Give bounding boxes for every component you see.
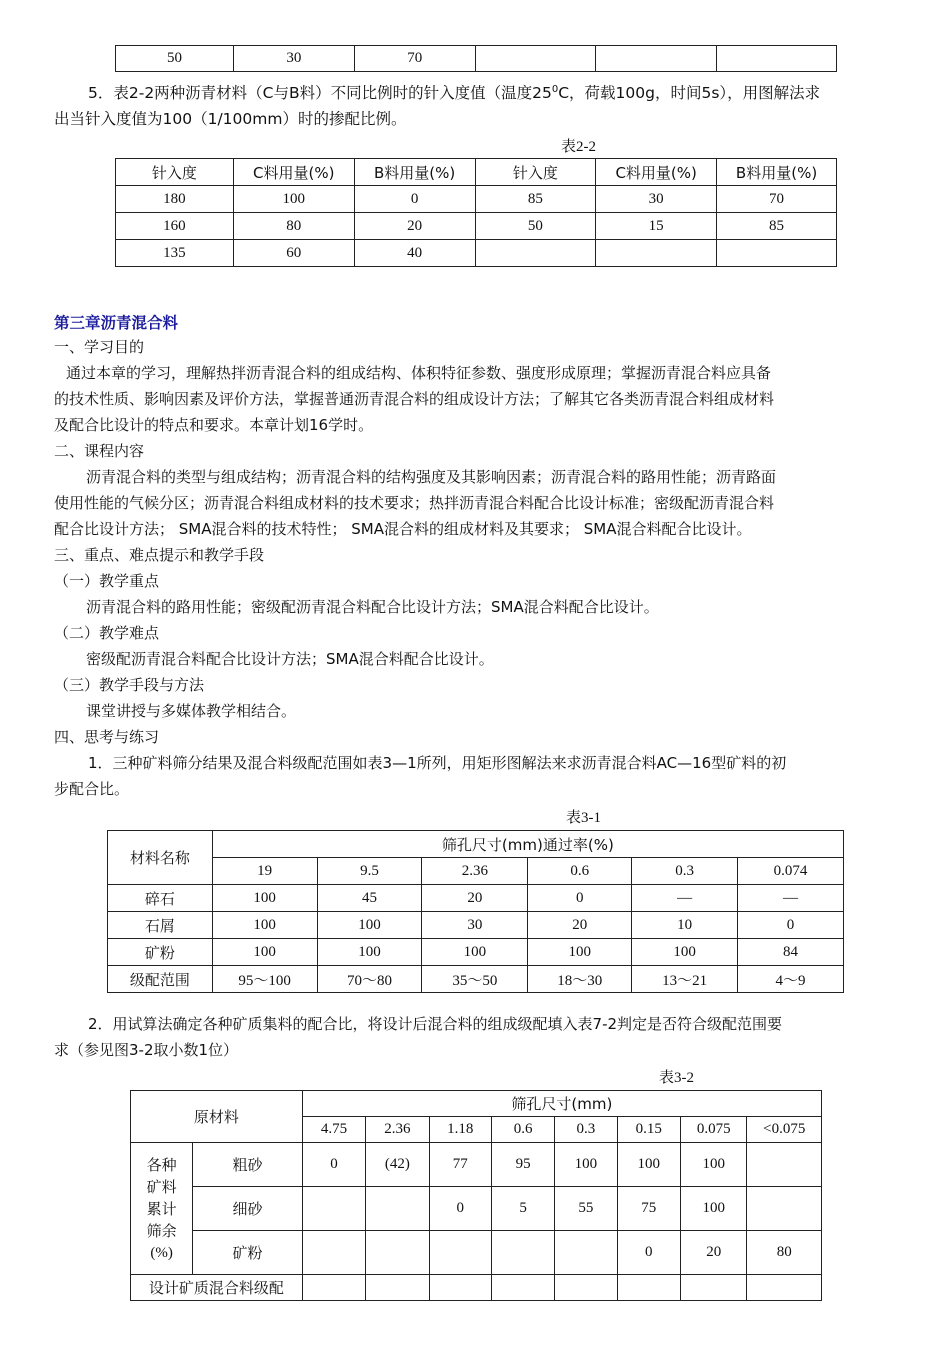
column-header: C料用量(%) <box>596 159 717 186</box>
row-group-label-line: 累计 <box>146 1199 177 1218</box>
row-group-label-line: 各种 <box>146 1155 177 1174</box>
paragraph-line: 使用性能的气候分区；沥青混合料组成材料的技术要求；热拌沥青混合料配合比设计标准；密级配沥青混合料 <box>54 494 775 512</box>
column-header: 1.18 <box>429 1117 491 1143</box>
table-cell: 100 <box>555 1143 617 1187</box>
table-cell: 60 <box>233 240 354 267</box>
question-5-line1 <box>88 81 820 103</box>
table-cell: 5 <box>491 1187 554 1231</box>
column-header: 材料名称 <box>108 831 213 885</box>
row-group-label-line: 筛余 <box>146 1221 177 1240</box>
table-row <box>116 213 837 240</box>
section-heading: 二、课程内容 <box>54 442 145 460</box>
table-cell: 80 <box>747 1231 822 1275</box>
column-group-header: 筛孔尺寸(mm)通过率(%) <box>212 831 843 858</box>
table-cell: — <box>737 885 843 912</box>
table-cell: 100 <box>617 1143 680 1187</box>
table-cell: 80 <box>233 213 354 240</box>
table-row <box>116 186 837 213</box>
table-cell <box>555 1275 617 1301</box>
paragraph-line: 沥青混合料的路用性能；密级配沥青混合料配合比设计方法；SMA混合料配合比设计。 <box>86 598 659 616</box>
table-row <box>131 1187 822 1231</box>
table-cell <box>617 1275 680 1301</box>
table-cell <box>747 1187 822 1231</box>
table-caption: 表3-1 <box>566 810 601 826</box>
table-cell <box>717 46 837 72</box>
column-header: B料用量(%) <box>354 159 475 186</box>
table-cell: 30 <box>233 46 354 72</box>
column-header: <0.075 <box>747 1117 822 1143</box>
paragraph-line: 求（参见图3-2取小数1位） <box>54 1041 239 1059</box>
row-header: 矿粉 <box>193 1231 302 1275</box>
table-cell: 95～100 <box>212 966 317 993</box>
table-cell: 18～30 <box>528 966 632 993</box>
table-cell <box>366 1187 429 1231</box>
table-cell: 100 <box>317 939 422 966</box>
table-header-row <box>116 159 837 186</box>
superscript: 0 <box>551 83 559 95</box>
table-cell: 35～50 <box>422 966 528 993</box>
column-header: 4.75 <box>302 1117 365 1143</box>
table-cell: 100 <box>422 939 528 966</box>
paragraph-line: 通过本章的学习，理解热拌沥青混合料的组成结构、体积特征参数、强度形成原理；掌握沥青混合料应具备 <box>66 364 772 382</box>
table-cell: 100 <box>632 939 738 966</box>
table-cell: (42) <box>366 1143 429 1187</box>
table-cell: 100 <box>680 1143 746 1187</box>
table-cell: 40 <box>354 240 475 267</box>
column-header: 针入度 <box>116 159 234 186</box>
column-header: 0.6 <box>528 858 632 885</box>
table-cell: — <box>632 885 738 912</box>
table-cell: 15 <box>596 213 717 240</box>
table-cell <box>596 240 717 267</box>
table-cell: 77 <box>429 1143 491 1187</box>
table-cell: 45 <box>317 885 422 912</box>
table-cell: 160 <box>116 213 234 240</box>
table-cell <box>302 1231 365 1275</box>
table-cell: 20 <box>528 912 632 939</box>
column-header: 0.3 <box>632 858 738 885</box>
table-cell: 84 <box>737 939 843 966</box>
subsection-heading: （一）教学重点 <box>54 572 160 590</box>
table-cell <box>491 1275 554 1301</box>
table-cell <box>475 46 596 72</box>
table-cell <box>491 1231 554 1275</box>
table-cell <box>429 1275 491 1301</box>
column-header: 0.074 <box>737 858 843 885</box>
table-row <box>131 1275 822 1301</box>
table-3-2 <box>130 1090 822 1301</box>
column-header: 2.36 <box>366 1117 429 1143</box>
row-header: 级配范围 <box>108 966 213 993</box>
table-cell: 4～9 <box>737 966 843 993</box>
table-cell: 70 <box>717 186 837 213</box>
table-row <box>108 885 844 912</box>
column-group-header: 筛孔尺寸(mm) <box>302 1091 821 1117</box>
row-group-label <box>131 1143 193 1275</box>
table-cell: 100 <box>212 885 317 912</box>
table-header-row <box>108 831 844 858</box>
table-row <box>116 46 837 72</box>
paragraph-line: 及配合比设计的特点和要求。本章计划16学时。 <box>54 416 374 434</box>
table-cell: 70 <box>354 46 475 72</box>
table-cell: 0 <box>354 186 475 213</box>
table-3-1 <box>107 830 844 993</box>
table-caption: 表2-2 <box>561 139 596 155</box>
question-text: 5．表2-2两种沥青材料（C与B料）不同比例时的针入度值（温度25 <box>88 84 552 102</box>
question-text: C，荷载100g，时间5s），用图解法求 <box>558 84 821 102</box>
table-cell: 20 <box>680 1231 746 1275</box>
table-cell: 95 <box>491 1143 554 1187</box>
paragraph-line: 课堂讲授与多媒体教学相结合。 <box>86 702 297 720</box>
table-cell: 10 <box>632 912 738 939</box>
table-cell <box>429 1231 491 1275</box>
table-cell: 180 <box>116 186 234 213</box>
paragraph-line: 1．三种矿料筛分结果及混合料级配范围如表3—1所列，用矩形图解法来求沥青混合料AC—16型矿料的初 <box>88 754 787 772</box>
table-cell <box>555 1231 617 1275</box>
paragraph-line: 密级配沥青混合料配合比设计方法；SMA混合料配合比设计。 <box>86 650 494 668</box>
table-cell: 100 <box>680 1187 746 1231</box>
paragraph-line: 的技术性质、影响因素及评价方法，掌握普通沥青混合料的组成设计方法；了解其它各类沥青混合料组成材料 <box>54 390 775 408</box>
table-cell: 85 <box>717 213 837 240</box>
table-row <box>108 912 844 939</box>
column-header: B料用量(%) <box>717 159 837 186</box>
column-header: 19 <box>212 858 317 885</box>
subsection-heading: （二）教学难点 <box>54 624 160 642</box>
paragraph-line: 步配合比。 <box>54 780 130 798</box>
table-row <box>116 240 837 267</box>
column-header: 2.36 <box>422 858 528 885</box>
row-header: 粗砂 <box>193 1143 302 1187</box>
table-cell: 13～21 <box>632 966 738 993</box>
column-header: C料用量(%) <box>233 159 354 186</box>
table-cell: 135 <box>116 240 234 267</box>
table-cell <box>680 1275 746 1301</box>
table-cell: 30 <box>422 912 528 939</box>
chapter-title: 第三章沥青混合料 <box>54 314 179 332</box>
table-cell: 0 <box>302 1143 365 1187</box>
table-header-row <box>108 858 844 885</box>
table-cell: 20 <box>354 213 475 240</box>
table-cell: 100 <box>317 912 422 939</box>
column-header: 0.6 <box>491 1117 554 1143</box>
table-cell: 85 <box>475 186 596 213</box>
table-cell: 100 <box>233 186 354 213</box>
subsection-heading: （三）教学手段与方法 <box>54 676 205 694</box>
table-cell <box>747 1275 822 1301</box>
table-cell: 20 <box>422 885 528 912</box>
table-cell <box>475 240 596 267</box>
table-cell: 50 <box>475 213 596 240</box>
row-header: 碎石 <box>108 885 213 912</box>
row-header: 石屑 <box>108 912 213 939</box>
section-heading: 四、思考与练习 <box>54 728 160 746</box>
column-header: 0.075 <box>680 1117 746 1143</box>
table-row <box>131 1143 822 1187</box>
table-cell: 30 <box>596 186 717 213</box>
table-cell <box>302 1187 365 1231</box>
paragraph-line: 沥青混合料的类型与组成结构；沥青混合料的结构强度及其影响因素；沥青混合料的路用性能；沥青路面 <box>86 468 777 486</box>
table-caption: 表3-2 <box>659 1070 694 1086</box>
table-row <box>108 966 844 993</box>
column-header: 针入度 <box>475 159 596 186</box>
section-heading: 三、重点、难点提示和教学手段 <box>54 546 265 564</box>
column-header: 原材料 <box>131 1091 303 1143</box>
table-cell <box>717 240 837 267</box>
table-cell: 100 <box>528 939 632 966</box>
table-cell <box>302 1275 365 1301</box>
table-cell: 0 <box>617 1231 680 1275</box>
row-header: 矿粉 <box>108 939 213 966</box>
table-cell: 100 <box>212 912 317 939</box>
table-row <box>108 939 844 966</box>
row-group-label-line: (%) <box>150 1244 173 1261</box>
top-table <box>115 45 837 72</box>
table-cell: 75 <box>617 1187 680 1231</box>
column-header: 0.3 <box>555 1117 617 1143</box>
table-row <box>131 1231 822 1275</box>
table-cell <box>366 1275 429 1301</box>
table-cell <box>596 46 717 72</box>
paragraph-line: 2．用试算法确定各种矿质集料的配合比，将设计后混合料的组成级配填入表7-2判定是否符合级配范围要 <box>88 1015 783 1033</box>
table-cell <box>366 1231 429 1275</box>
table-cell: 70～80 <box>317 966 422 993</box>
table-cell: 0 <box>528 885 632 912</box>
table-cell: 0 <box>737 912 843 939</box>
table-2-2 <box>115 158 837 267</box>
table-cell <box>747 1143 822 1187</box>
row-header: 细砂 <box>193 1187 302 1231</box>
table-cell: 55 <box>555 1187 617 1231</box>
question-5-line2: 出当针入度值为100（1/100mm）时的掺配比例。 <box>54 110 407 128</box>
column-header: 9.5 <box>317 858 422 885</box>
table-header-row <box>131 1091 822 1117</box>
table-cell: 50 <box>116 46 234 72</box>
section-heading: 一、学习目的 <box>54 338 145 356</box>
table-cell: 100 <box>212 939 317 966</box>
row-header: 设计矿质混合料级配 <box>131 1275 303 1301</box>
column-header: 0.15 <box>617 1117 680 1143</box>
paragraph-line: 配合比设计方法； SMA混合料的技术特性； SMA混合料的组成材料及其要求； SMA混合料配合比设计。 <box>54 520 752 538</box>
row-group-label-line: 矿料 <box>146 1177 177 1196</box>
table-cell: 0 <box>429 1187 491 1231</box>
